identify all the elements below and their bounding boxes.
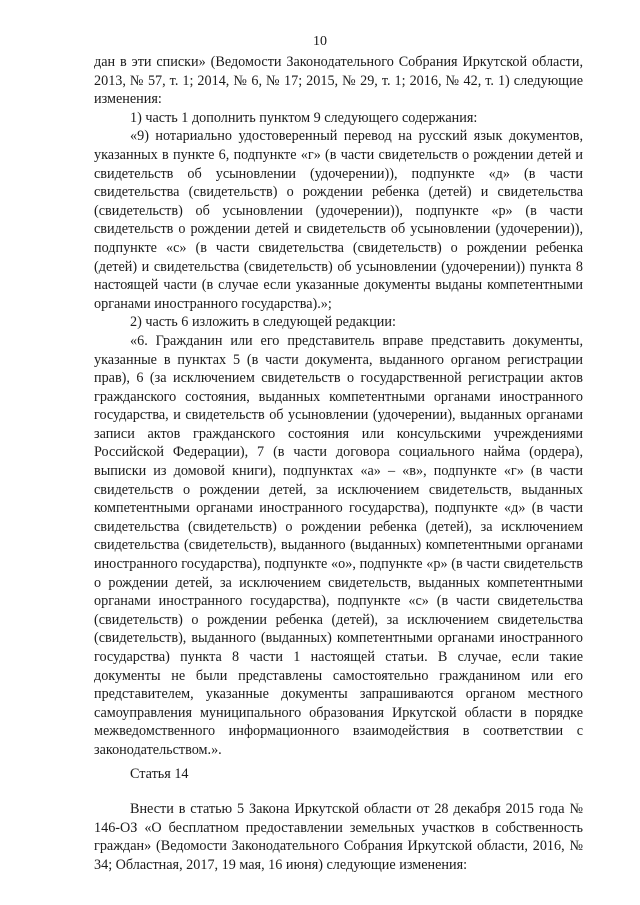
paragraph: «9) нотариально удостоверенный перевод на русский язык документов, указанных в пункте 6, подпункте «г» (в части свидетельств о рождении детей и свидетельств об усыновлении (удочерении)), подпункте «д» (в части свидетельства (свидетельств) о рождении ребенка (детей) и свидетельства (свидетельств) об усыновлении (удочерении)), подпункте «р» (в части свидетельств о рождении детей и свидетельств об усыновлении (удочерении)), подпункте «с» (в части свидетельства (свидетельств) о рождении ребенка (детей) и свидетельства (свидетельств) об усыновлении (удочерении)) пункта 8 настоящей части (в случае если указанные документы выданы компетентными органами иностранного государства).»; (94, 128, 583, 312)
page-number: 10 (313, 34, 327, 49)
body-text-article-14 (94, 800, 583, 874)
paragraph: 2) часть 6 изложить в следующей редакции: (130, 314, 396, 331)
paragraph: дан в эти списки» (Ведомости Законодательного Собрания Иркутской области, 2013, № 57, т. 1; 2014, № 6, № 17; 2015, № 29, т. 1; 2016, № 42, т. 1) следующие изменения: (94, 54, 583, 108)
paragraph: Внести в статью 5 Закона Иркутской области от 28 декабря 2015 года № 146-ОЗ «О бесплатном предоставлении земельных участков в собственность граждан» (Ведомости Законодательного Собрания Иркутской области, 2016, № 34; Областная, 2017, 19 мая, 16 июня) следующие изменения: (94, 801, 583, 873)
article-heading: Статья 14 (130, 766, 189, 782)
paragraph: 1) часть 1 дополнить пунктом 9 следующего содержания: (130, 109, 478, 126)
body-text-amendments (94, 53, 583, 760)
paragraph: «6. Гражданин или его представитель вправе представить документы, указанные в пунктах 5 (в части документа, выданного органом регистрации прав), 6 (за исключением свидетельств о государственной регистрации актов гражданского состояния, выданных компетентными органами иностранного государства, и свидетельств об усыновлении (удочерении), выданных органами записи актов гражданского состояния или консульскими учреждениями Российской Федерации), 7 (в части договора социального найма (ордера), выписки из домовой книги), подпунктах «а» – «в», подпункте «г» (в части свидетельств о рождении детей, за исключением свидетельств, выданных компетентными органами иностранного государства), подпункте «д» (в части свидетельства (свидетельств) о рождении ребенка (детей), за исключением свидетельства (свидетельств), выданного (выданных) компетентными органами иностранного государства), подпункте «о», подпункте «р» (в части свидетельств о рождении детей, за исключением свидетельств, выданных компетентными органами иностранного государства), подпункте «с» (в части свидетельства (свидетельств) о рождении ребенка (детей), за исключением свидетельства (свидетельств), выданного (выданных) компетентными органами иностранного государства) пункта 8 части 1 настоящей статьи. В случае, если такие документы не были представлены самостоятельно гражданином или его представителем, указанные документы запрашиваются органом местного самоуправления муниципального образования Иркутской области в порядке межведомственного информационного взаимодействия в соответствии с законодательством.». (94, 332, 583, 758)
